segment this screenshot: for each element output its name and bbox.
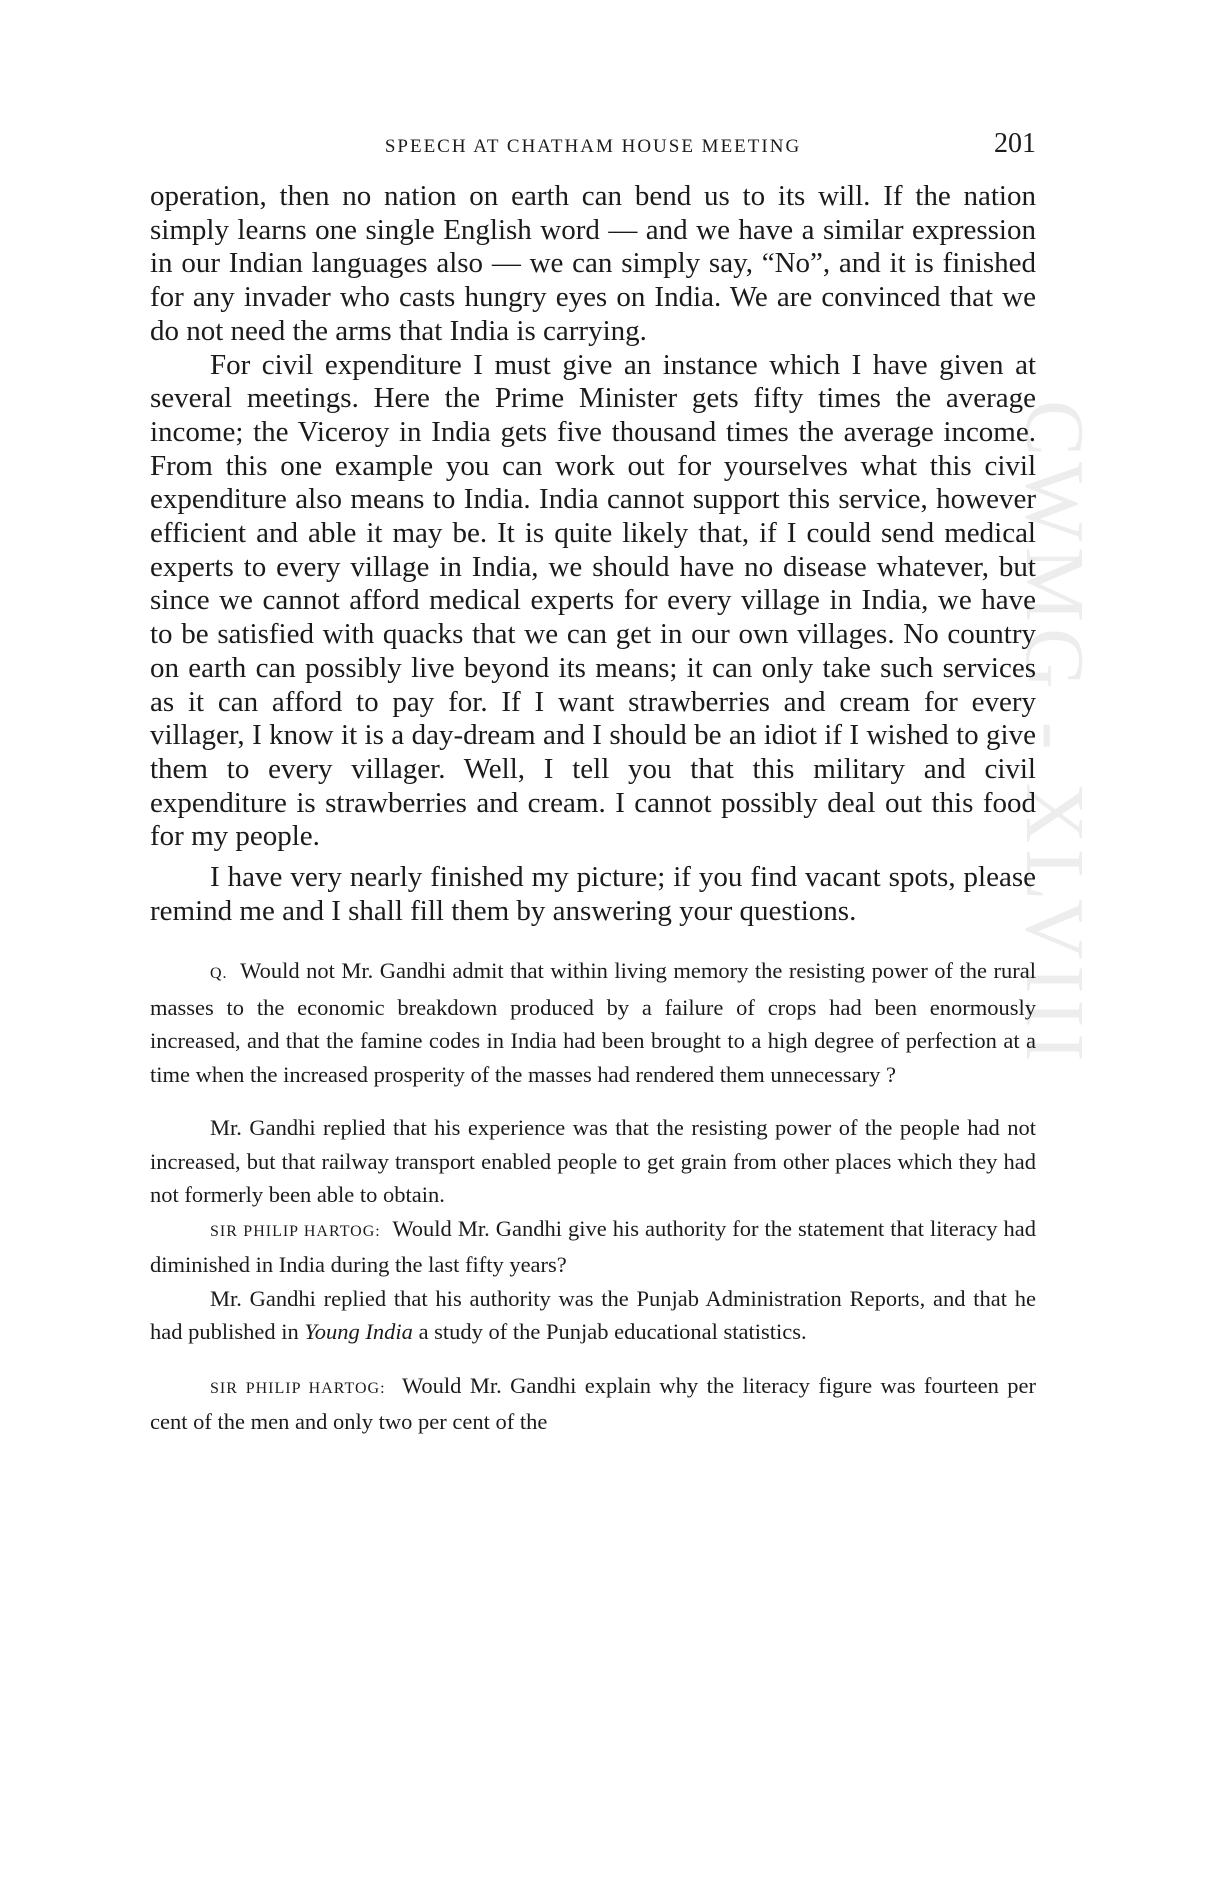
watermark-text: CWMG - XLVIII (1008, 400, 1101, 1068)
page-body (150, 180, 1036, 1439)
page-header (150, 128, 1036, 168)
page-number: 201 (994, 128, 1036, 159)
question-text: Would not Mr. Gandhi admit that within living memory the resisting power of the rural masses to the economic breakdown produced by a failure of crops had been enormously increased, and that the famine codes in India had been brought to a high degree of perfection at a time when the increased prosperity of the masses had rendered them unnecessary ? (150, 958, 1036, 1087)
publication-title: Young India (304, 1319, 413, 1345)
question (150, 954, 1036, 1091)
answer (150, 1282, 1036, 1349)
paragraph: operation, then no nation on earth can bend us to its will. If the nation simply learns one single English word — and we have a similar expression in our Indian languages also — we can simply say, “No”, and it is finished for any invader who casts hungry eyes on India. We are convinced that we do not need the arms that India is carrying. (150, 180, 1036, 347)
question (150, 1212, 1036, 1282)
paragraph: I have very nearly finished my picture; if you find vacant spots, please remind me and I shall fill them by answering your questions. (150, 861, 1036, 927)
speaker-label: Q. (210, 965, 228, 983)
question-text: Would Mr. Gandhi give his authority for the statement that literacy had diminished in India during the last fifty years? (150, 1215, 1036, 1278)
speaker-label: SIR PHILIP HARTOG: (210, 1379, 386, 1397)
speaker-label: SIR PHILIP HARTOG: (210, 1222, 381, 1240)
answer-text: a study of the Punjab educational statistics. (418, 1319, 807, 1345)
running-head: SPEECH AT CHATHAM HOUSE MEETING (384, 136, 802, 157)
answer: Mr. Gandhi replied that his experience was that the resisting power of the people had not increased, but that railway transport enabled people to get grain from other places which they had not formerly been able to obtain. (150, 1115, 1036, 1208)
paragraph: For civil expenditure I must give an instance which I have given at several meetings. Here the Prime Minister gets fifty times the average income; the Viceroy in India gets five thousand times the average income. From this one example you can work out for yourselves what this civil expenditure also means to India. India cannot support this service, however efficient and able it may be. It is quite likely that, if I could send medical experts to every village in India, we should have no disease whatever, but since we cannot afford medical experts for every village in India, we have to be satisfied with quacks that we can get in our own villages. No country on earth can possibly live beyond its means; it can only take such services as it can afford to pay for. If I want strawberries and cream for every villager, I know it is a day-dream and I should be an idiot if I wished to give them to every villager. Well, I tell you that this military and civil expenditure is strawberries and cream. I cannot possibly deal out this food for my people. (150, 348, 1036, 853)
question-text: Would Mr. Gandhi explain why the literacy figure was fourteen per cent of the men and only two per cent of the (150, 1372, 1036, 1435)
answer-text: Mr. Gandhi replied that his authority was the Punjab Administration Reports, and that he had published in (150, 1285, 1036, 1345)
question (150, 1369, 1036, 1439)
